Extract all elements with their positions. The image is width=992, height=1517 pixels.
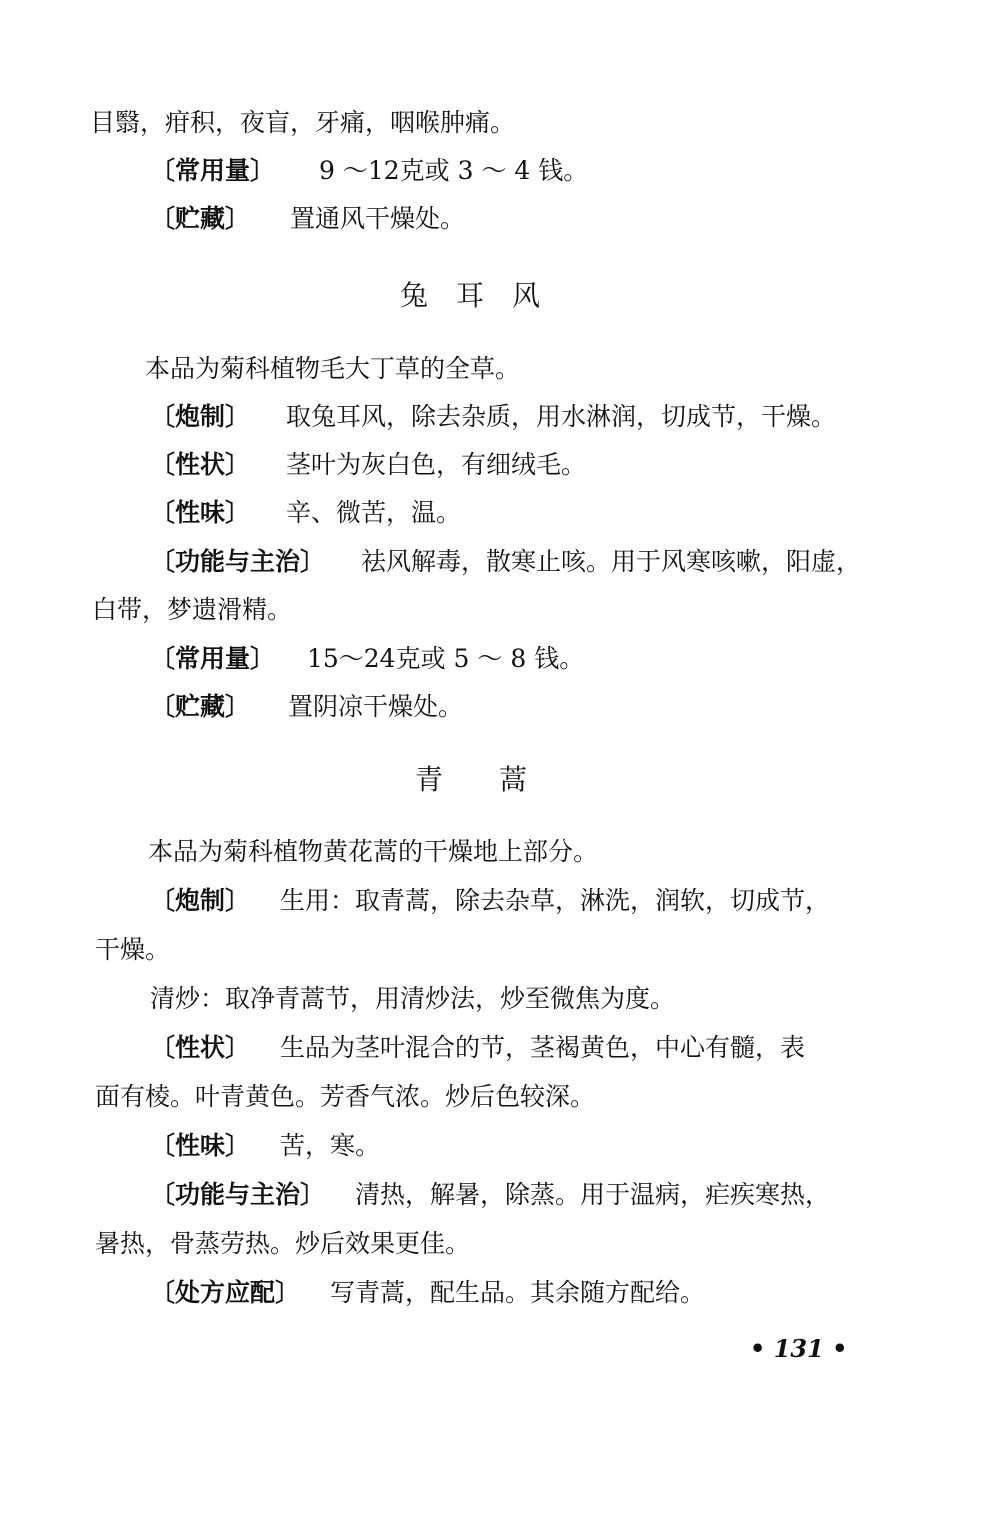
text: 9 ～12克或 3 ～ 4 钱。 xyxy=(318,156,589,185)
text: 清热，解暑，除蒸。用于温病，疟疾寒热， xyxy=(354,1180,830,1209)
text-line-6 xyxy=(150,400,836,434)
title-text: 青 蒿 xyxy=(415,763,528,796)
text: 辛、微苦，温。 xyxy=(285,498,461,527)
text: 茎叶为灰白色，有细绒毛。 xyxy=(285,450,586,479)
section-tag: 〔贮藏〕 xyxy=(150,692,251,721)
text-line-20 xyxy=(150,1129,380,1163)
text-line-5 xyxy=(145,352,520,386)
entry-title-tuerfeng xyxy=(400,278,540,314)
text: 取兔耳风，除去杂质，用水淋润，切成节，干燥。 xyxy=(285,402,836,431)
text-line-18 xyxy=(150,1031,805,1065)
section-tag: 〔炮制〕 xyxy=(150,886,251,915)
section-tag: 〔功能与主治〕 xyxy=(150,1180,326,1209)
text: 写青蒿，配生品。其余随方配给。 xyxy=(329,1278,705,1307)
section-tag: 〔性状〕 xyxy=(150,450,251,479)
text-line-22 xyxy=(95,1227,470,1261)
text-line-3 xyxy=(150,202,465,236)
text-line-9 xyxy=(150,545,861,579)
text: 干燥。 xyxy=(95,935,171,964)
text-line-10 xyxy=(92,593,292,627)
text: 暑热，骨蒸劳热。炒后效果更佳。 xyxy=(95,1229,471,1258)
text: 白带，梦遗滑精。 xyxy=(92,595,293,624)
text: 15～24克或 5 ～ 8 钱。 xyxy=(306,644,585,673)
entry-title-qinghao xyxy=(415,762,527,798)
text-line-14 xyxy=(148,835,598,869)
section-tag: 〔贮藏〕 xyxy=(150,204,251,233)
text-line-17 xyxy=(150,982,675,1016)
section-tag: 〔性味〕 xyxy=(150,498,251,527)
text: 清炒：取净青蒿节，用清炒法，炒至微焦为度。 xyxy=(150,984,676,1013)
text: 祛风解毒，散寒止咳。用于风寒咳嗽，阳虚， xyxy=(360,547,861,576)
title-text: 兔 耳 风 xyxy=(400,279,541,312)
section-tag: 〔常用量〕 xyxy=(150,644,276,673)
text-line-21 xyxy=(150,1178,830,1212)
text-line-16 xyxy=(95,933,170,967)
text-line-23 xyxy=(150,1276,705,1310)
page-number xyxy=(750,1334,848,1363)
text: 生用：取青蒿，除去杂草，淋洗，润软，切成节， xyxy=(279,886,830,915)
text-line-15 xyxy=(150,884,830,918)
text-line-11 xyxy=(150,642,584,676)
text: 本品为菊科植物毛大丁草的全草。 xyxy=(145,354,521,383)
text: 苦，寒。 xyxy=(279,1131,380,1160)
text-line-1 xyxy=(90,106,515,140)
section-tag: 〔炮制〕 xyxy=(150,402,251,431)
text: 目翳，疳积，夜盲，牙痛，咽喉肿痛。 xyxy=(90,108,516,137)
text-line-7 xyxy=(150,448,586,482)
section-tag: 〔性状〕 xyxy=(150,1033,251,1062)
text: 置阴凉干燥处。 xyxy=(287,692,463,721)
section-tag: 〔性味〕 xyxy=(150,1131,251,1160)
text: 本品为菊科植物黄花蒿的干燥地上部分。 xyxy=(148,837,599,866)
text: 生品为茎叶混合的节，茎褐黄色，中心有髓，表 xyxy=(279,1033,805,1062)
text-line-12 xyxy=(150,690,463,724)
text: 面有棱。叶青黄色。芳香气浓。炒后色较深。 xyxy=(95,1082,596,1111)
section-tag: 〔处方应配〕 xyxy=(150,1278,301,1307)
section-tag: 〔常用量〕 xyxy=(150,156,276,185)
text-line-8 xyxy=(150,496,461,530)
text-line-19 xyxy=(95,1080,595,1114)
text: 置通风干燥处。 xyxy=(289,204,465,233)
page-number-text: • 131 • xyxy=(750,1334,848,1363)
section-tag: 〔功能与主治〕 xyxy=(150,547,326,576)
text-line-2 xyxy=(150,154,588,188)
